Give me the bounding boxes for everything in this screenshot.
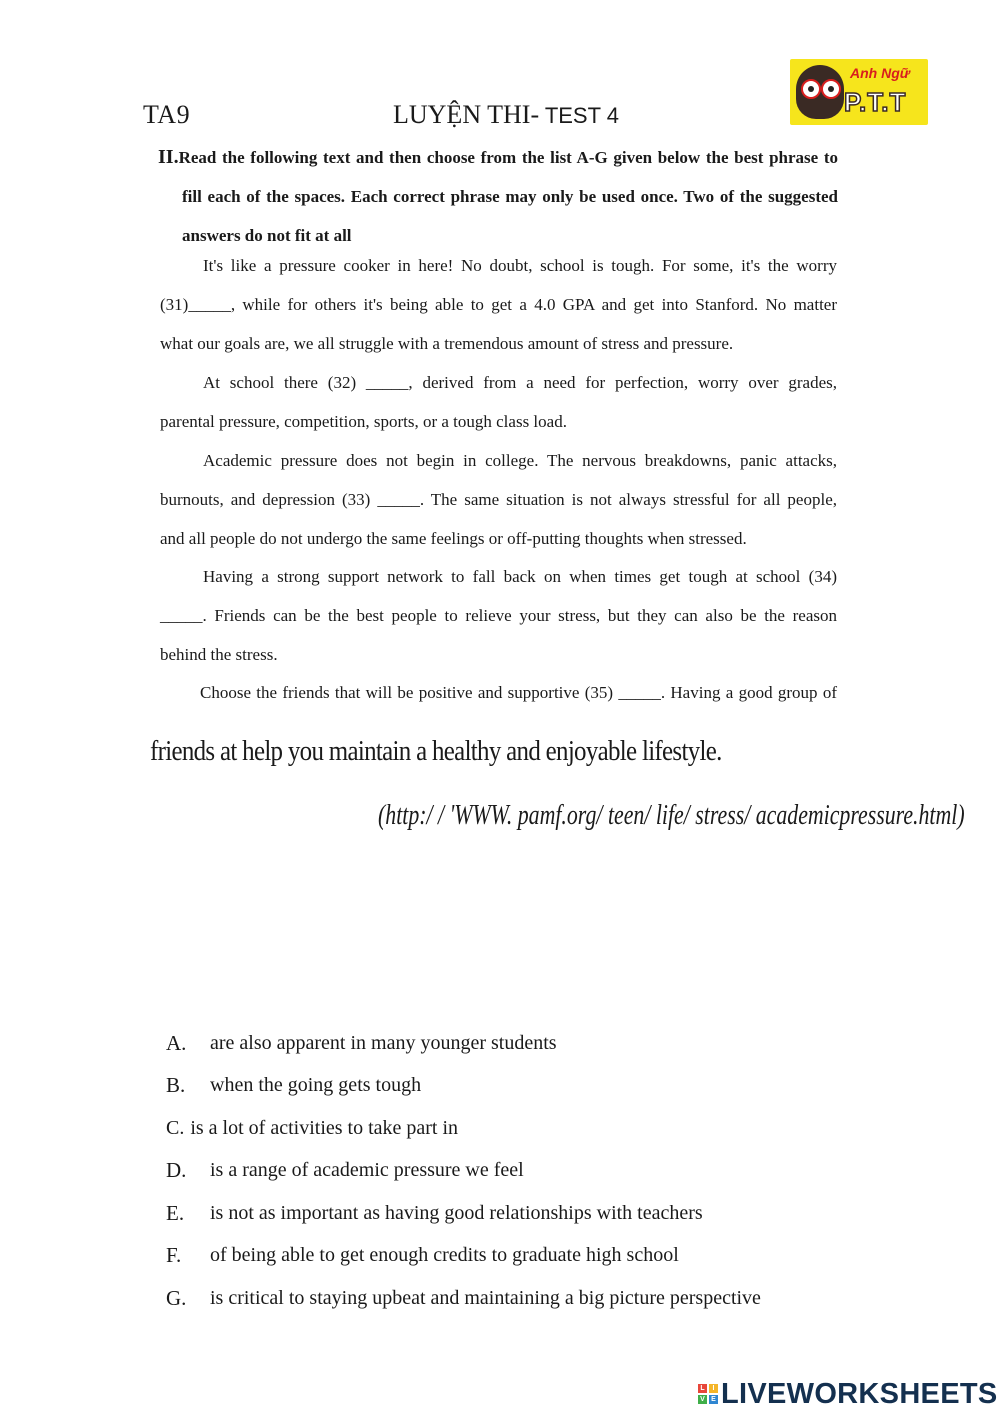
option-letter: A. [166,1030,187,1055]
passage-line: Academic pressure does not begin in college. The nervous breakdowns, panic attacks, [203,451,837,470]
badge-letter: E [709,1395,718,1404]
passage-line: (31)_____, while for others it's being able to get a 4.0 GPA and get into Stanford. No matter [160,295,837,314]
option-f [166,1235,926,1278]
logo-top-text: Anh Ngữ [850,65,910,81]
option-letter: F. [166,1243,182,1268]
passage-line: and all people do not undergo the same feelings or off-putting thoughts when stressed. [160,529,747,548]
source-citation: (http:/ / 'WWW. pamf.org/ teen/ life/ stress/ academicpressure.html) [378,800,965,831]
passage-line: burnouts, and depression (33) _____. The same situation is not always stressful for all people, [160,490,837,509]
badge-letter: L [698,1384,707,1393]
option-letter: C. [166,1116,185,1139]
title-test: TEST 4 [539,103,619,128]
logo-brand: P.T.T [844,87,907,117]
passage-line: Having a strong support network to fall back on when times get tough at school (34) [203,567,837,586]
passage-line: what our goals are, we all struggle with a tremendous amount of stress and pressure. [160,334,734,353]
option-b [166,1065,926,1108]
passage-line: behind the stress. [160,645,278,664]
option-text: are also apparent in many younger students [210,1031,557,1054]
option-text: is critical to staying upbeat and maintaining a big picture perspective [210,1286,761,1309]
option-letter: E. [166,1200,185,1225]
options-list [166,1022,926,1320]
passage-line: Choose the friends that will be positive and supportive (35) _____. Having a good group of [200,683,837,702]
option-e [166,1192,926,1235]
option-d [166,1150,926,1193]
option-letter: D. [166,1158,187,1183]
passage-line: parental pressure, competition, sports, or a tough class load. [160,412,567,431]
option-text: is a lot of activities to take part in [190,1116,459,1139]
passage-continuation: friends at help you maintain a healthy and enjoyable lifestyle. [150,735,722,767]
instruction-line-1: II.Read the following text and then choose from the list A-G given below the best phrase to [158,146,838,168]
option-text: of being able to get enough credits to graduate high school [210,1244,679,1267]
title-main: LUYỆN THI- [393,100,540,129]
section-number: II. [158,146,179,168]
owl-icon [796,65,844,119]
course-code: TA9 [143,100,191,129]
passage-line: _____. Friends can be the best people to relieve your stress, but they can also be the reason [160,606,837,625]
option-c [166,1107,926,1150]
passage-line: At school there (32) _____, derived from a need for perfection, worry over grades, [203,373,837,392]
passage-paragraph-2 [160,363,837,441]
passage-paragraph-5 [160,673,837,712]
option-text: is not as important as having good relationships with teachers [210,1201,703,1224]
passage-paragraph-3 [160,441,837,558]
instruction-line-2: fill each of the spaces. Each correct phrase may only be used once. Two of the suggested [182,187,838,206]
option-a [166,1022,926,1065]
instruction [158,138,838,255]
liveworksheets-logo[interactable] [698,1379,998,1409]
badge-letter: I [709,1384,718,1393]
option-text: when the going gets tough [210,1074,422,1097]
instruction-line-3: answers do not fit at all [182,226,352,245]
passage-paragraph-1 [160,246,837,363]
page-title [393,100,619,130]
passage-paragraph-4 [160,557,837,674]
option-g [166,1277,926,1320]
option-text: is a range of academic pressure we feel [210,1159,524,1182]
option-letter: B. [166,1073,186,1098]
badge-letter: V [698,1395,707,1404]
liveworksheets-wordmark: LIVEWORKSHEETS [721,1377,998,1410]
option-letter: G. [166,1285,187,1310]
school-logo [790,59,928,125]
passage-line: It's like a pressure cooker in here! No doubt, school is tough. For some, it's the worry [203,256,837,275]
liveworksheets-badge-icon [698,1384,718,1404]
